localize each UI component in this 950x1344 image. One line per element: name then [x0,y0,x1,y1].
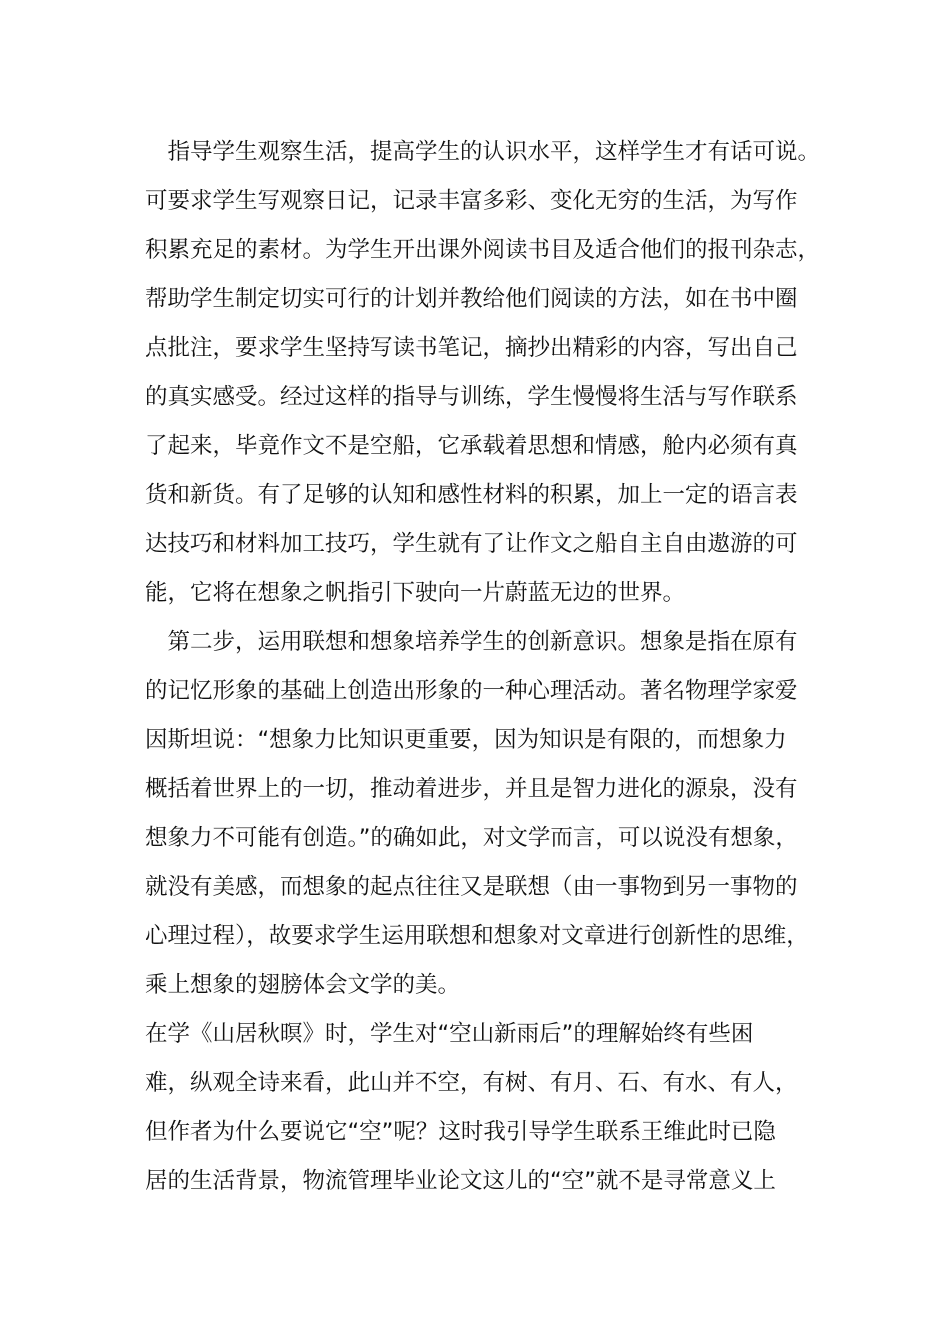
text-line: 可要求学生写观察日记，记录丰富多彩、变化无穷的生活，为写作 [145,188,798,214]
text-line: 能，它将在想象之帆指引下驶向一片蔚蓝无边的世界。 [145,580,686,606]
text-line: 乘上想象的翅膀体会文学的美。 [145,972,461,998]
text-line: 点批注，要求学生坚持写读书笔记，摘抄出精彩的内容，写出自己 [145,335,798,361]
text-line: 的真实感受。经过这样的指导与训练，学生慢慢将生活与写作联系 [145,384,798,410]
text-line: 想象力不可能有创造。”的确如此，对文学而言，可以说没有想象， [145,825,798,851]
text-line: 第二步，运用联想和想象培养学生的创新意识。想象是指在原有 [145,629,798,655]
body-text [145,128,825,1206]
text-line: 货和新货。有了足够的认知和感性材料的积累，加上一定的语言表 [145,482,798,508]
text-line: 因斯坦说：“想象力比知识更重要，因为知识是有限的，而想象力 [145,727,787,753]
text-line: 就没有美感，而想象的起点往往又是联想（由一事物到另一事物的 [145,874,798,900]
text-line: 心理过程），故要求学生运用联想和想象对文章进行创新性的思维， [145,923,809,949]
text-line: 但作者为什么要说它“空”呢？这时我引导学生联系王维此时已隐 [145,1119,776,1145]
text-line: 居的生活背景，物流管理毕业论文这儿的“空”就不是寻常意义上 [145,1168,776,1194]
text-line: 积累充足的素材。为学生开出课外阅读书目及适合他们的报刊杂志， [145,237,821,263]
text-line: 在学《山居秋暝》时，学生对“空山新雨后”的理解始终有些困 [145,1021,754,1047]
text-line: 的记忆形象的基础上创造出形象的一种心理活动。著名物理学家爱 [145,678,798,704]
text-line: 指导学生观察生活，提高学生的认识水平，这样学生才有话可说。 [145,139,821,165]
text-line: 难，纵观全诗来看，此山并不空，有树、有月、石、有水、有人， [145,1070,798,1096]
text-line: 帮助学生制定切实可行的计划并教给他们阅读的方法，如在书中圈 [145,286,798,312]
text-line: 达技巧和材料加工技巧，学生就有了让作文之船自主自由遨游的可 [145,531,798,557]
text-line: 了起来，毕竟作文不是空船，它承载着思想和情感，舱内必须有真 [145,433,798,459]
text-line: 概括着世界上的一切，推动着进步，并且是智力进化的源泉，没有 [145,776,798,802]
